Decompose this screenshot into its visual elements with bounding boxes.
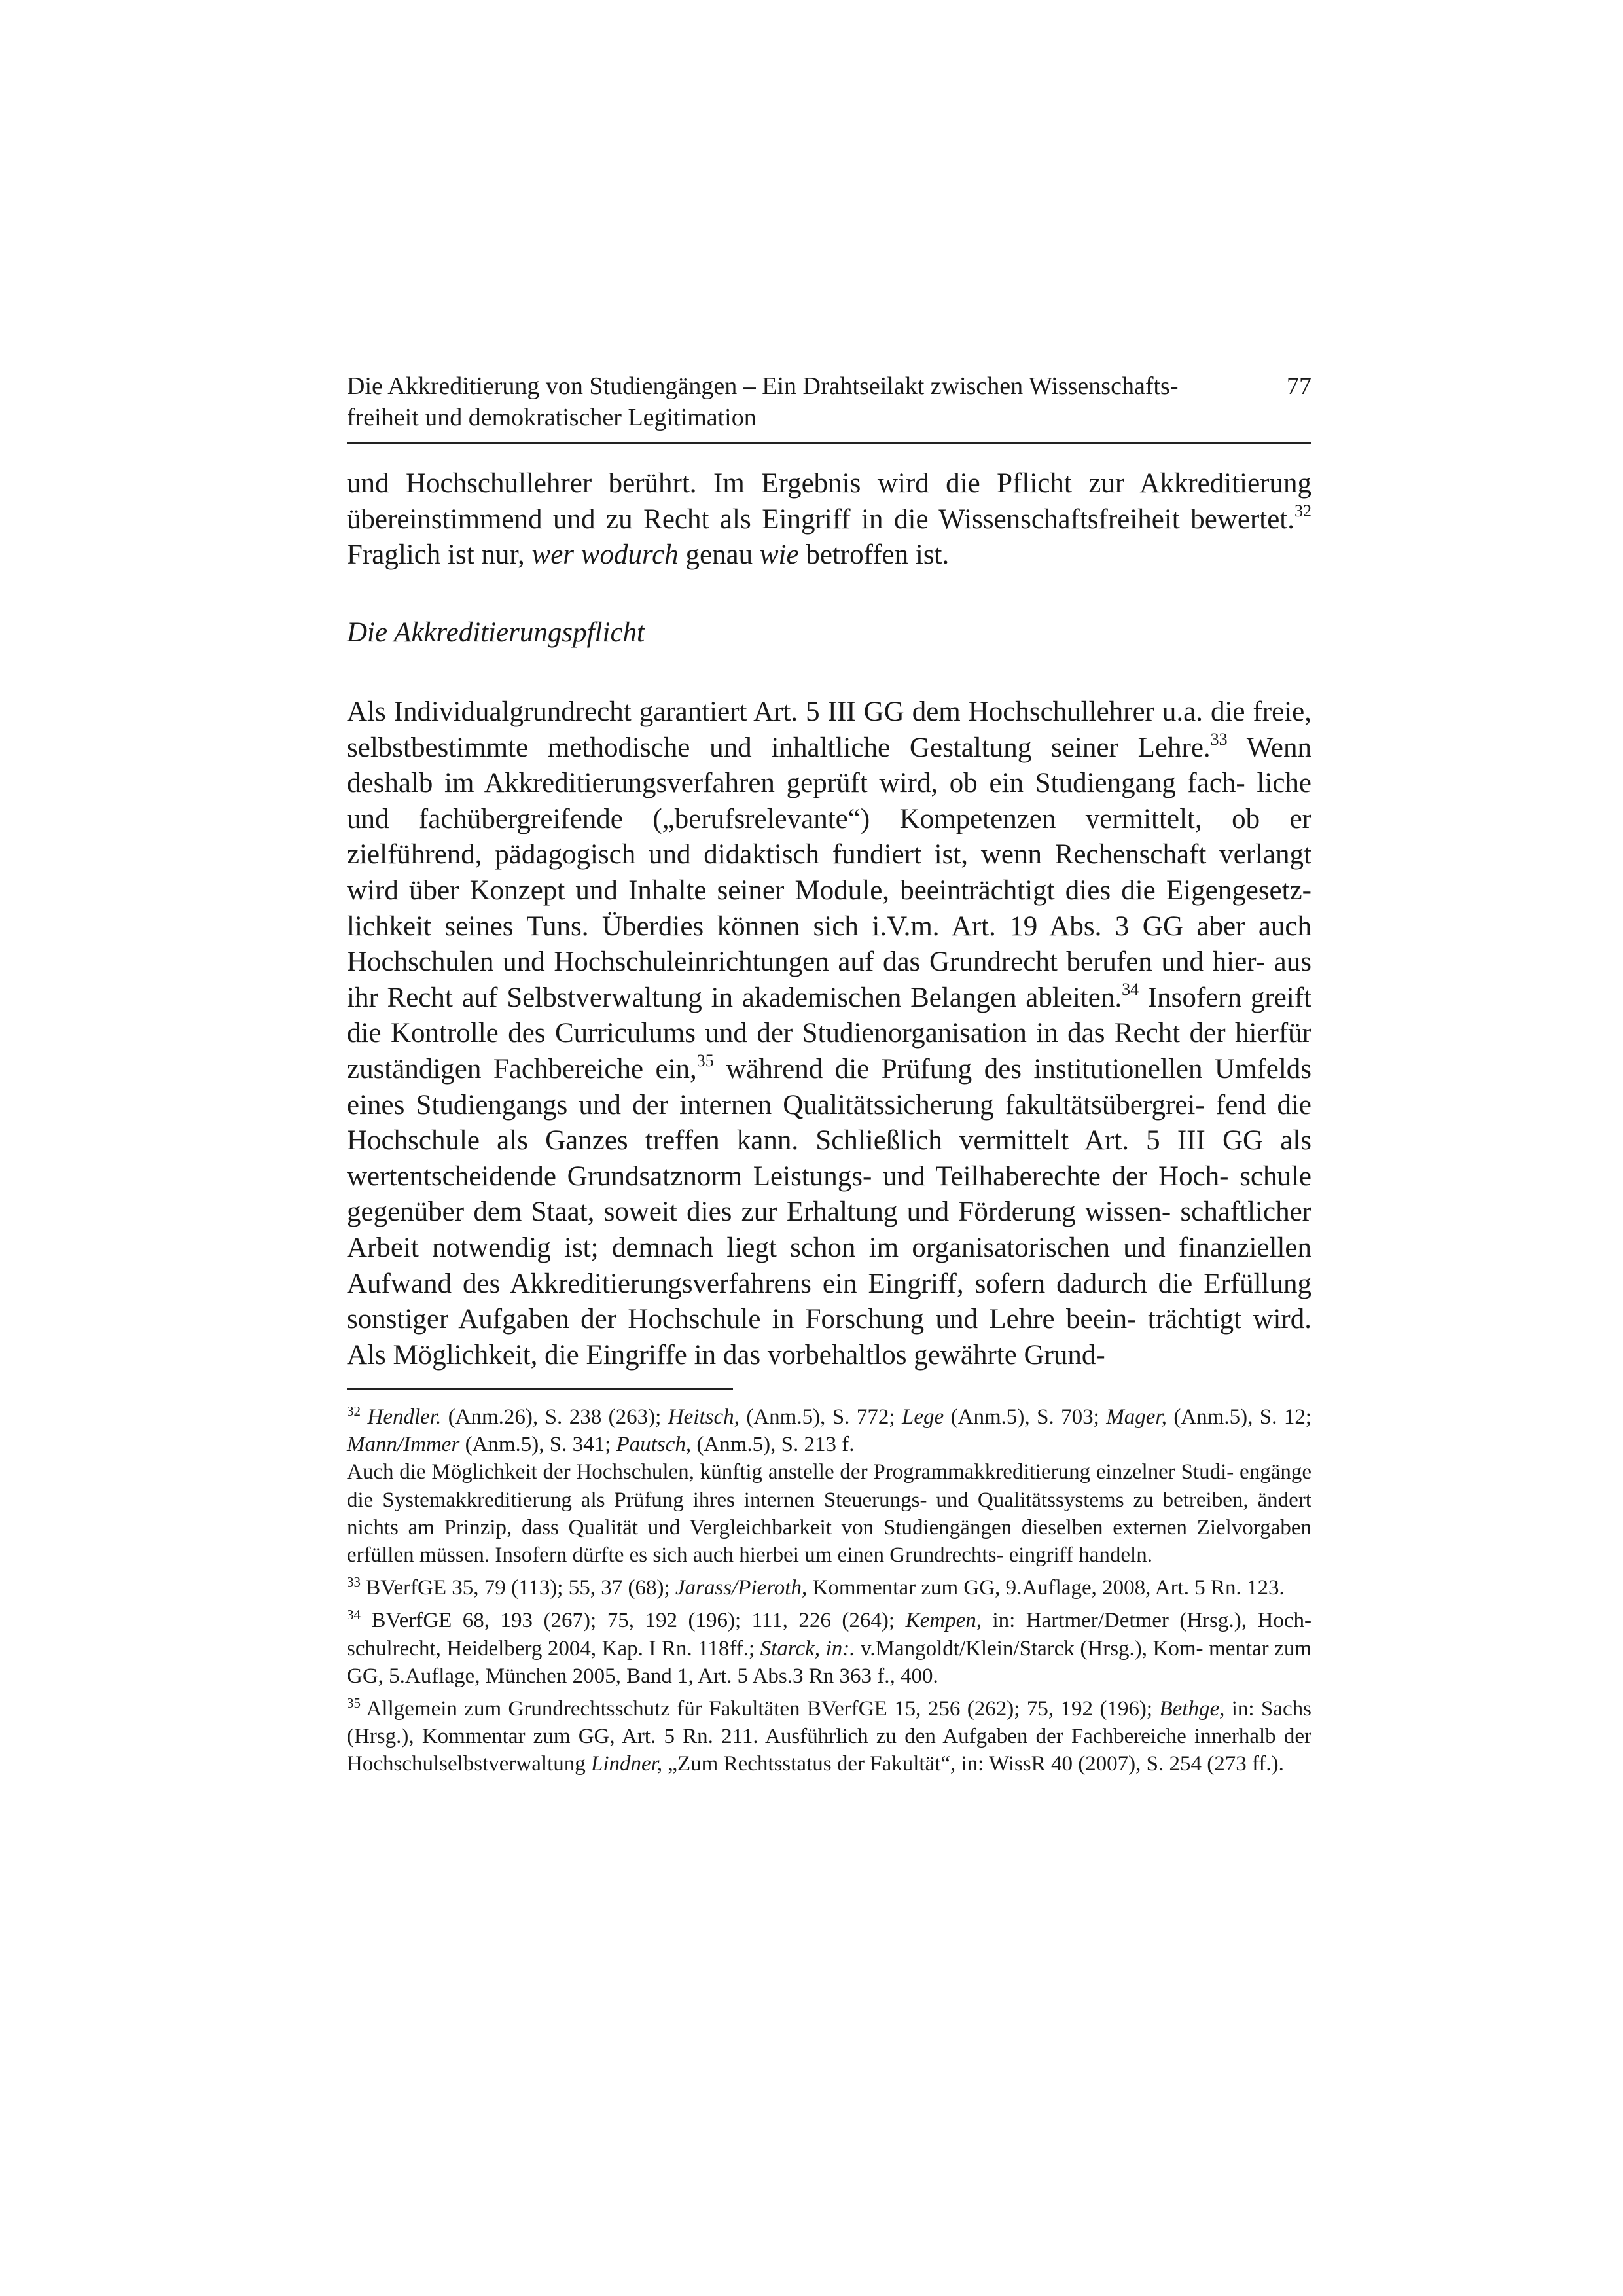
footnote-34	[347, 1607, 1311, 1690]
section-text-a: Als Individualgrundrecht garantiert Art. 5 III GG dem Hochschullehrer u.a. die freie, selbstbestimmte methodische und inhaltliche Gestaltung seiner Lehre.	[347, 696, 1311, 763]
intro-text-3: genau	[678, 539, 760, 571]
intro-text-2: Fraglich ist nur,	[347, 539, 532, 571]
footnote-author: Lindner,	[591, 1752, 663, 1776]
footnote-text: in: Sachs (Hrsg.), Kommentar zum GG, Art. 5 Rn. 211. Ausführlich zu den Aufgaben der Fachbereiche innerhalb der Hochschulselbstverwaltung	[347, 1697, 1311, 1776]
intro-text-1: und Hochschullehrer berührt. Im Ergebnis wird die Pflicht zur Akkreditierung übereinstimmend und zu Recht als Eingriff in die Wissenschaftsfreiheit bewertet.	[347, 468, 1311, 535]
running-header-title: Die Akkreditierung von Studiengängen – Ein Drahtseilakt zwischen Wissenschafts- freiheit und demokratischer Legitimation	[347, 372, 1179, 431]
footnote-ref-32[interactable]: 32	[1294, 501, 1311, 520]
section-text-c: Insofern greift die Kontrolle des Curriculums und der Studienorganisation in das Recht der hierfür zuständigen Fachbereiche ein,	[347, 982, 1311, 1085]
section-paragraph	[347, 666, 1311, 1401]
intro-paragraph	[347, 466, 1311, 573]
footnote-author: Mann/Immer	[347, 1433, 460, 1457]
footnote-text: v.Mangoldt/Klein/Starck (Hrsg.), Kom- mentar zum GG, 5.Auflage, München 2005, Band 1, Art. 5 Abs.3 Rn 363 f., 400.	[347, 1636, 1311, 1688]
footnote-35	[347, 1695, 1311, 1778]
footnote-33	[347, 1574, 1311, 1602]
footnote-text: „Zum Rechtsstatus der Fakultät“, in: WissR 40 (2007), S. 254 (273 ff.).	[662, 1752, 1284, 1776]
footnote-author: Kempen,	[905, 1609, 982, 1633]
footnote-author: Jarass/Pieroth,	[675, 1576, 808, 1600]
footnote-ref-33[interactable]: 33	[1210, 729, 1228, 749]
intro-text	[347, 466, 1311, 573]
footnote-32-continuation: Auch die Möglichkeit der Hochschulen, künftig anstelle der Programmakkreditierung einzelner Studi- engänge die Systemakkreditierung als Prüfung ihres internen Steuerungs- und Qualitätssystems zu betreiben, ändert nichts am Prinzip, dass Qualität und Vergleichbarkeit von Studiengängen dieselben externen Zielvorgaben erfüllen müssen. Insofern dürfte es sich auch hierbei um einen Grundrechts- eingriff handeln.	[347, 1460, 1311, 1568]
footnote-author: Heitsch,	[668, 1405, 740, 1429]
intro-emphasis-2: wie	[759, 539, 799, 571]
footnote-number: 34	[347, 1607, 361, 1623]
footnote-number: 35	[347, 1695, 361, 1712]
footnote-text: Kommentar zum GG, 9.Auflage, 2008, Art. 5 Rn. 123.	[807, 1576, 1285, 1600]
section-heading: Die Akkreditierungspflicht	[347, 617, 645, 648]
section-text-b: Wenn deshalb im Akkreditierungsverfahren geprüft wird, ob ein Studiengang fach- liche und fachübergreifende („berufsrelevante“) Kompetenzen vermittelt, ob er zielführend, pädagogisch und didaktisch fundiert ist, wenn Rechenschaft verlangt wird über Konzept und Inhalte seiner Module, beeinträchtigt dies die Eigengesetz- lichkeit seines Tuns. Überdies können sich i.V.m. Art. 19 Abs. 3 GG aber auch Hochschulen und Hochschuleinrichtungen auf das Grundrecht berufen und hier- aus ihr Recht auf Selbstverwaltung in akademischen Belangen ableiten.	[347, 732, 1312, 1013]
intro-text-4: betroffen ist.	[798, 539, 950, 571]
footnote-text: BVerfGE 35, 79 (113); 55, 37 (68);	[361, 1576, 675, 1600]
footnote-author: Mager,	[1106, 1405, 1167, 1429]
footnote-author: Pautsch,	[616, 1433, 692, 1457]
footnote-text: (Anm.5), S. 213 f.	[691, 1433, 855, 1457]
running-header	[347, 370, 1311, 444]
footnote-author: Starck, in:.	[760, 1636, 855, 1660]
footnote-author: Lege	[902, 1405, 944, 1429]
footnote-32	[347, 1403, 1311, 1458]
footnote-ref-34[interactable]: 34	[1122, 979, 1139, 999]
footnote-text: BVerfGE 68, 193 (267); 75, 192 (196); 111, 226 (264);	[361, 1609, 906, 1633]
footnote-ref-35[interactable]: 35	[696, 1050, 714, 1070]
section-text	[347, 694, 1311, 1373]
footnote-text: Allgemein zum Grundrechtsschutz für Fakultäten BVerfGE 15, 256 (262); 75, 192 (196);	[361, 1697, 1160, 1721]
footnote-number: 32	[347, 1403, 361, 1419]
footnote-text: (Anm.5), S. 703;	[944, 1405, 1107, 1429]
section-text-d: während die Prüfung des institutionellen Umfelds eines Studiengangs und der internen Qualitätssicherung fakultätsübergrei- fend die Hochschule als Ganzes treffen kann. Schließlich vermittelt Art. 5 III GG als wertentscheidende Grundsatznorm Leistungs- und Teilhaberechte der Hoch- schule gegenüber dem Staat, soweit dies zur Erhaltung und Förderung wissen- schaftlicher Arbeit notwendig ist; demnach liegt schon im organisatorischen und finanziellen Aufwand des Akkreditierungsverfahrens ein Eingriff, sofern dadurch die Erfüllung sonstiger Aufgaben der Hochschule in Forschung und Lehre beein- trächtigt wird. Als Möglichkeit, die Eingriffe in das vorbehaltlos gewährte Grund-	[347, 1053, 1311, 1371]
footnote-number: 33	[347, 1574, 361, 1590]
footnotes	[347, 1403, 1311, 1784]
footnote-text: in: Hartmer/Detmer (Hrsg.), Hoch- schulrecht, Heidelberg 2004, Kap. I Rn. 118ff.;	[347, 1609, 1311, 1660]
footnote-separator	[347, 1388, 733, 1390]
footnote-text: (Anm.5), S. 341;	[459, 1433, 616, 1457]
footnote-author: Hendler.	[367, 1405, 442, 1429]
footnote-author: Bethge,	[1159, 1697, 1225, 1721]
footnote-text: (Anm.26), S. 238 (263);	[441, 1405, 668, 1429]
footnote-text: (Anm.5), S. 772;	[739, 1405, 902, 1429]
page-number: 77	[1287, 372, 1311, 400]
intro-emphasis-1: wer wodurch	[531, 539, 679, 571]
footnote-text: (Anm.5), S. 12;	[1166, 1405, 1312, 1429]
